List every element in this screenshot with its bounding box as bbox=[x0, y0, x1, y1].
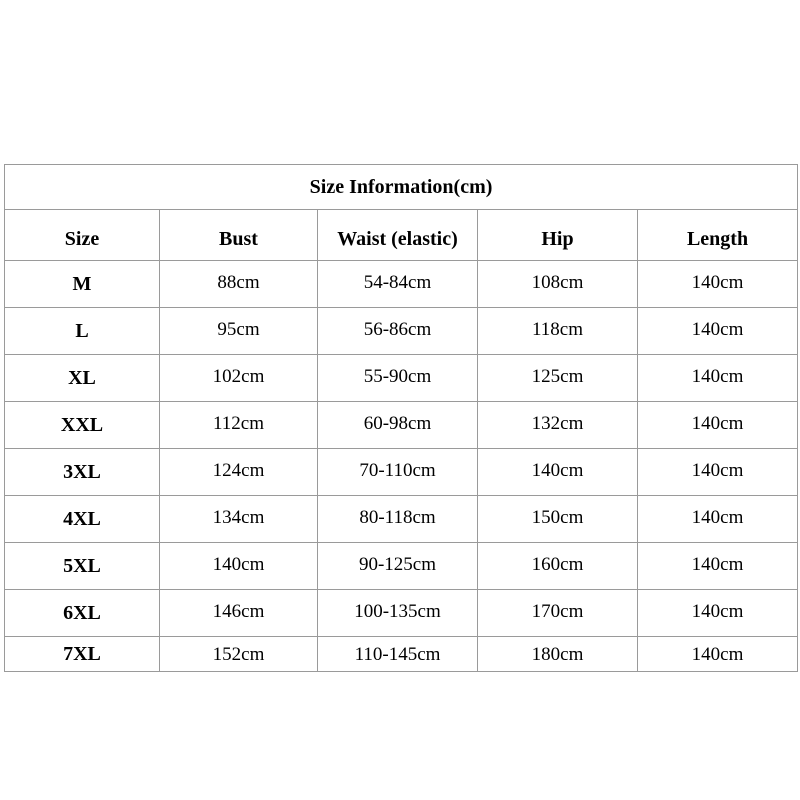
size-cell: 5XL bbox=[5, 543, 160, 590]
size-cell: 7XL bbox=[5, 637, 160, 672]
header-hip: Hip bbox=[478, 210, 638, 261]
length-cell: 140cm bbox=[638, 261, 798, 308]
header-length: Length bbox=[638, 210, 798, 261]
waist-cell: 90-125cm bbox=[318, 543, 478, 590]
hip-cell: 108cm bbox=[478, 261, 638, 308]
table-row bbox=[5, 308, 798, 355]
bust-cell: 124cm bbox=[160, 449, 318, 496]
table-row bbox=[5, 449, 798, 496]
size-cell: XL bbox=[5, 355, 160, 402]
table-body bbox=[5, 261, 798, 672]
length-cell: 140cm bbox=[638, 496, 798, 543]
size-cell: 4XL bbox=[5, 496, 160, 543]
hip-cell: 125cm bbox=[478, 355, 638, 402]
table-row bbox=[5, 402, 798, 449]
hip-cell: 170cm bbox=[478, 590, 638, 637]
bust-cell: 112cm bbox=[160, 402, 318, 449]
size-cell: XXL bbox=[5, 402, 160, 449]
length-cell: 140cm bbox=[638, 355, 798, 402]
bust-cell: 134cm bbox=[160, 496, 318, 543]
bust-cell: 102cm bbox=[160, 355, 318, 402]
header-bust: Bust bbox=[160, 210, 318, 261]
size-information-table bbox=[4, 164, 798, 672]
header-waist: Waist (elastic) bbox=[318, 210, 478, 261]
bust-cell: 146cm bbox=[160, 590, 318, 637]
size-cell: M bbox=[5, 261, 160, 308]
bust-cell: 88cm bbox=[160, 261, 318, 308]
waist-cell: 70-110cm bbox=[318, 449, 478, 496]
table-title-row bbox=[5, 165, 798, 210]
table-row bbox=[5, 355, 798, 402]
length-cell: 140cm bbox=[638, 543, 798, 590]
size-cell: 3XL bbox=[5, 449, 160, 496]
waist-cell: 56-86cm bbox=[318, 308, 478, 355]
bust-cell: 152cm bbox=[160, 637, 318, 672]
waist-cell: 110-145cm bbox=[318, 637, 478, 672]
table-row bbox=[5, 496, 798, 543]
bust-cell: 140cm bbox=[160, 543, 318, 590]
table-row bbox=[5, 261, 798, 308]
length-cell: 140cm bbox=[638, 590, 798, 637]
size-cell: L bbox=[5, 308, 160, 355]
hip-cell: 140cm bbox=[478, 449, 638, 496]
hip-cell: 150cm bbox=[478, 496, 638, 543]
waist-cell: 60-98cm bbox=[318, 402, 478, 449]
table-title: Size Information(cm) bbox=[5, 165, 798, 210]
waist-cell: 80-118cm bbox=[318, 496, 478, 543]
table-row bbox=[5, 637, 798, 672]
waist-cell: 54-84cm bbox=[318, 261, 478, 308]
size-cell: 6XL bbox=[5, 590, 160, 637]
bust-cell: 95cm bbox=[160, 308, 318, 355]
length-cell: 140cm bbox=[638, 637, 798, 672]
table-row bbox=[5, 543, 798, 590]
hip-cell: 132cm bbox=[478, 402, 638, 449]
header-size: Size bbox=[5, 210, 160, 261]
waist-cell: 100-135cm bbox=[318, 590, 478, 637]
length-cell: 140cm bbox=[638, 308, 798, 355]
length-cell: 140cm bbox=[638, 449, 798, 496]
waist-cell: 55-90cm bbox=[318, 355, 478, 402]
table-row bbox=[5, 590, 798, 637]
hip-cell: 118cm bbox=[478, 308, 638, 355]
length-cell: 140cm bbox=[638, 402, 798, 449]
hip-cell: 160cm bbox=[478, 543, 638, 590]
hip-cell: 180cm bbox=[478, 637, 638, 672]
table-header-row bbox=[5, 210, 798, 261]
